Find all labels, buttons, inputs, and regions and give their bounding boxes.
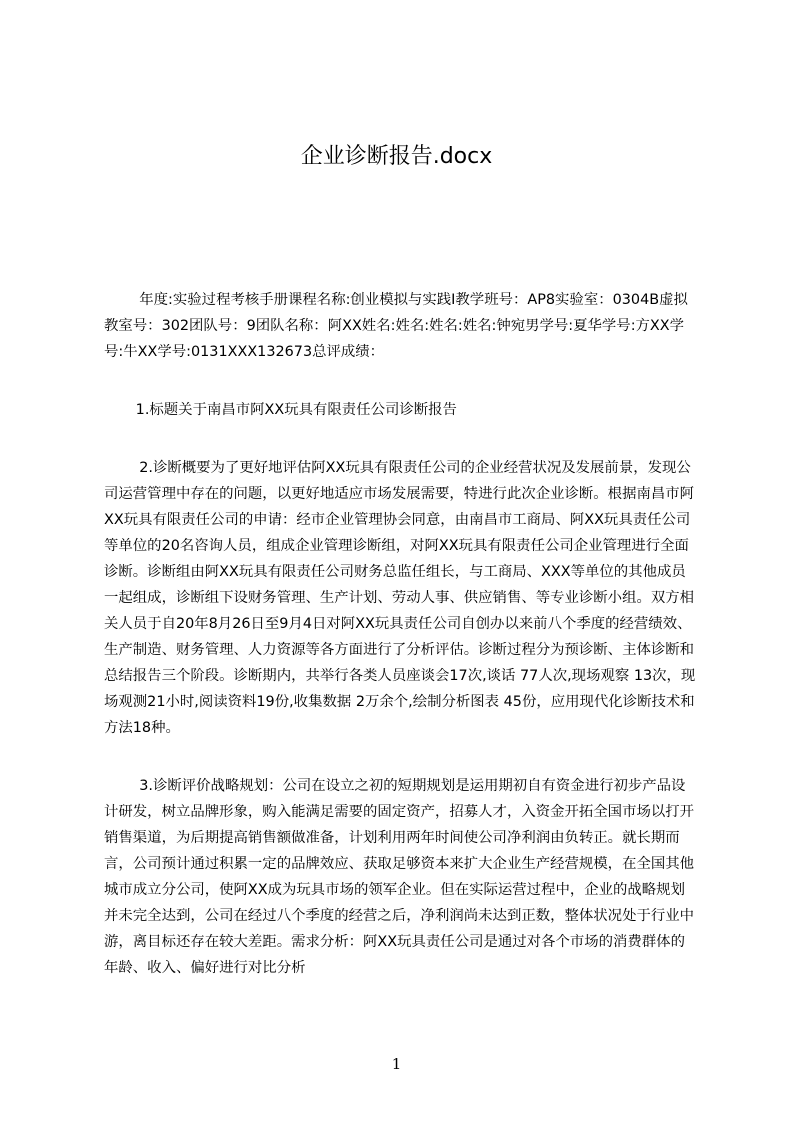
- section-3-diagnosis-evaluation: 3.诊断评价战略规划：公司在设立之初的短期规划是运用期初自有资金进行初步产品设计研发，树立品牌形象，购入能满足需要的固定资产，招募人才，入资金开拓全国市场以打开销售渠道，为后期提高销售额做准备，计划利用两年时间使公司净利润由负转正。就长期而言，公司预计通过积累一定的品牌效应、获取足够资本来扩大企业生产经营规模，在全国其他城市成立分公司，使阿XX成为玩具市场的领军企业。但在实际运营过程中，企业的战略规划并未完全达到，公司在经过八个季度的经营之后，净利润尚未达到正数，整体状况处于行业中游，离目标还存在较大差距。需求分析：阿XX玩具责任公司是通过对各个市场的消费群体的年龄、收入、偏好进行对比分析: [104, 778, 695, 976]
- document-body: [104, 287, 697, 981]
- paragraph-spacer: [104, 365, 697, 397]
- paragraph-spacer: [104, 741, 697, 773]
- meta-paragraph: 年度:实验过程考核手册课程名称:创业模拟与实践Ⅰ教学班号：AP8实验室：0304B虚拟教室号：302团队号：9团队名称：阿XX姓名:姓名:姓名:姓名:钟宛男学号:夏华学号:方XX学号:牛XX学号:0131XXX132673总评成绩：: [104, 292, 688, 360]
- section-1-title: 1.标题关于南昌市阿XX玩具有限责任公司诊断报告: [135, 402, 457, 418]
- page-number: 1: [391, 1055, 402, 1073]
- section-2-diagnosis-summary: 2.诊断概要为了更好地评估阿XX玩具有限责任公司的企业经营状况及发展前景，发现公司运营管理中存在的问题，以更好地适应市场发展需要，特进行此次企业诊断。根据南昌市阿XX玩具有限责任公司的申请：经市企业管理协会同意，由南昌市工商局、阿XX玩具责任公司等单位的20名咨询人员，组成企业管理诊断组，对阿XX玩具有限责任公司企业管理进行全面诊断。诊断组由阿XX玩具有限责任公司财务总监任组长，与工商局、XXX等单位的其他成员一起组成，诊断组下设财务管理、生产计划、劳动人事、供应销售、等专业诊断小组。双方相关人员于自20年8月26日至9月4日对阿XX玩具责任公司自创办以来前八个季度的经营绩效、生产制造、财务管理、人力资源等各方面进行了分析评估。诊断过程分为预诊断、主体诊断和总结报告三个阶段。诊断期内，共举行各类人员座谈会17次,谈话 77人次,现场观察 13次，现场观测21小时,阅读资料19份,收集数据 2万余个,绘制分析图表 45份，应用现代化诊断技术和方法18种。: [104, 460, 696, 736]
- paragraph-spacer: [104, 423, 697, 455]
- document-title: 企业诊断报告.docx: [300, 144, 493, 169]
